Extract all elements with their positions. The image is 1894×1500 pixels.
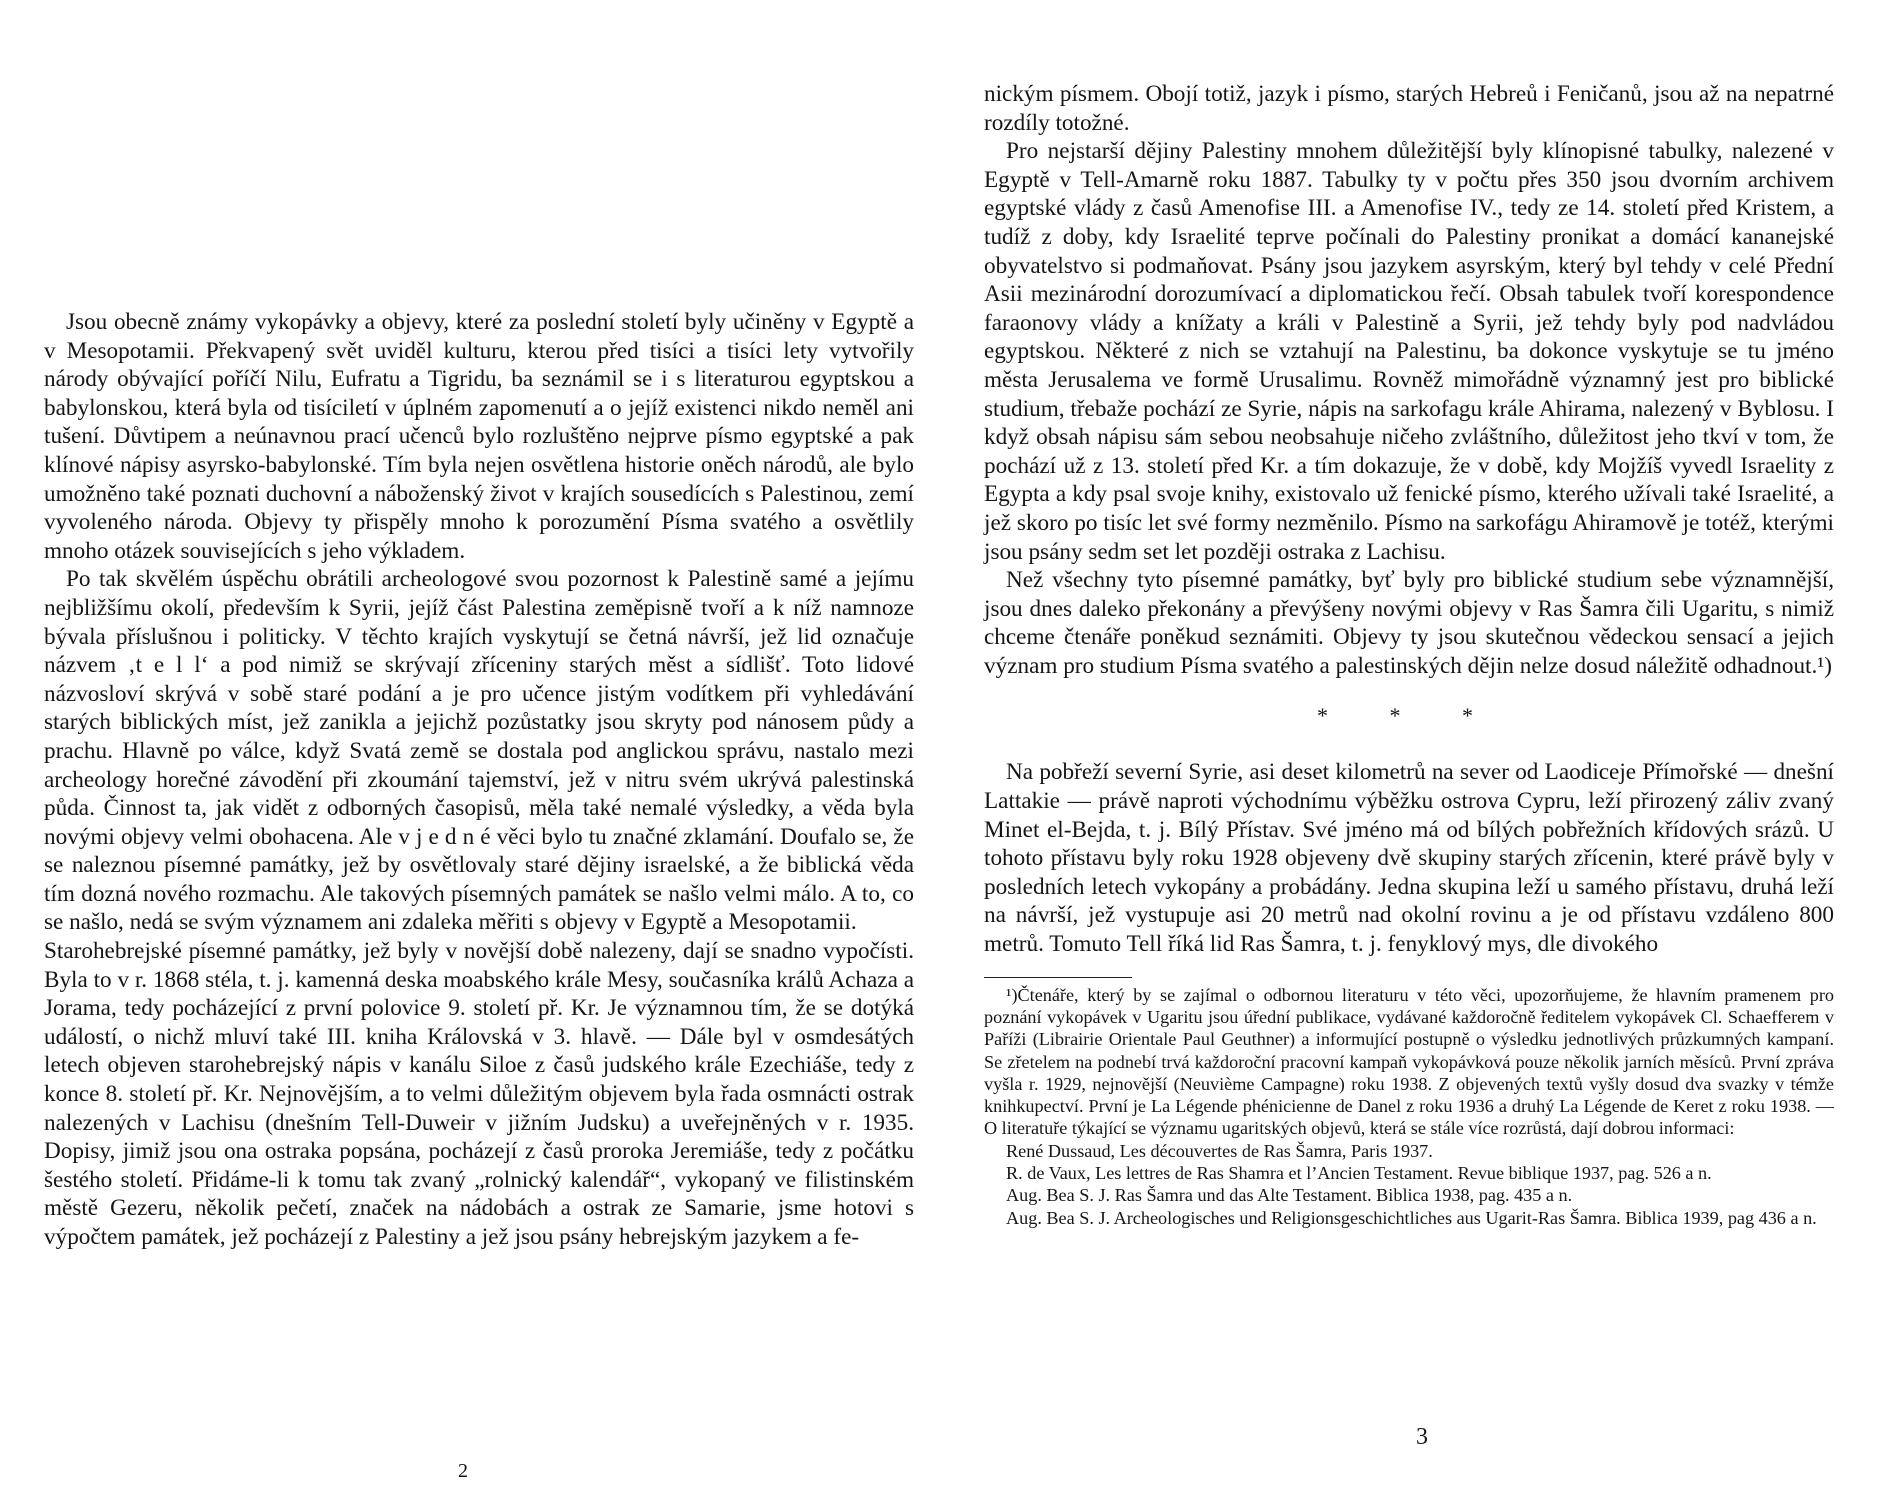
left-page-text (44, 308, 914, 1252)
paragraph-tell-amarna: Pro nejstarší dějiny Palestiny mnohem důležitější byly klínopisné tabulky, nalezené v Egyptě v Tell-Amarně roku 1887. Tabulky ty v počtu přes 350 jsou dvorním archivem egyptské vlády z časů Amenofise III. a Amenofise IV., tedy ze 14. století před Kristem, a tudíž z doby, kdy Israelité teprve počínali do Palestiny pronikat a domácí kananejské obyvatelstvo si podmaňovat. Psány jsou jazykem asyrským, který byl tehdy v celé Přední Asii mezinárodní dorozumívací a diplomatickou řečí. Obsah tabulek tvoří korespondence faraonovy vlády a knížaty a králi v Palestině a Syrii, jež tehdy byly pod nadvládou egyptskou. Některé z nich se vztahují na Palestinu, ba dokonce vyskytuje se tu jméno města Jerusalema ve formě Urusalimu. Rovněž mimořádně významný jest pro biblické studium, třebaže pochází ze Syrie, nápis na sarkofagu krále Ahirama, nalezený v Byblosu. I když obsah nápisu sám sebou neobsahuje ničeho zvláštního, důležitost jeho tkví v tom, že pochází už z 13. století před Kr. a tím dokazuje, že v době, kdy Mojžíš vyvedl Israelity z Egypta a kdy psal svoje knihy, existovalo už fenické písmo, kterého užívali také Israelité, a jež skoro po tisíc let své formy nezměnilo. Písmo na sarkofágu Ahiramově je totéž, kterými jsou psány sedm set let později ostraka z Lachisu. (984, 138, 1834, 565)
paragraph-minet-el-bejda: Na pobřeží severní Syrie, asi deset kilometrů na sever od Laodiceje Přímořské — dnešní Lattakie — právě naproti východnímu výběžku ostrova Cypru, leží přirozený záliv zvaný Minet el-Bejda, t. j. Bílý Přístav. Své jméno má od bílých pobřežních křídových srázů. U tohoto přístavu byly roku 1928 objeveny dvě skupiny starých zřícenin, které právě byly v posledních letech vykopány a probádány. Jedna skupina leží u samého přístavu, druhá leží na návrší, jež vystupuje asi 20 metrů nad okolní rovinu a je od přístavu vzdáleno 800 metrů. Tomuto Tell říká lid Ras Šamra, t. j. fenyklový mys, dle divokého (984, 759, 1834, 958)
footnote-ref-bea-1938: Aug. Bea S. J. Ras Šamra und das Alte Testament. Biblica 1938, pag. 435 a n. (1006, 1185, 1573, 1206)
left-page (44, 0, 914, 1500)
section-separator: * * * (1317, 703, 1501, 729)
paragraph-continuation: nickým písmem. Obojí totiž, jazyk i písmo, starých Hebreů i Feničanů, jsou až na nepatrné rozdíly totožné. (984, 81, 1834, 136)
right-page-text (984, 80, 1834, 1229)
footnote-1: ¹)Čtenáře, který by se zajímal o odbornou literaturu v této věci, upozorňujeme, že hlavním pramenem pro poznání vykopávek v Ugaritu jsou úřední publikace, vydávané každoročně ředitelem vykopávek Cl. Schaefferem v Paříži (Librairie Orientale Paul Geuthner) a informující postupně o výsledku jednotlivých průzkumných kampaní. Se zřetelem na podnebí trvá každoroční pracovní kampaň vykopávková pouze několik jarních měsíců. První zpráva vyšla r. 1929, nejnovější (Neuvième Campagne) roku 1938. Z objevených textů vyšly dosud dva svazky v témže knihkupectví. První je La Légende phénicienne de Danel z roku 1936 a druhý La Légende de Keret z roku 1938. — O literatuře týkající se významu ugaritských objevů, která se stále více rozrůstá, dají dobrou informaci: (984, 984, 1834, 1139)
footnote-ref-bea-1939: Aug. Bea S. J. Archeologisches und Religionsgeschichtliches aus Ugarit-Ras Šamra. Biblica 1939, pag 436 a n. (1006, 1207, 1817, 1228)
page-number-left: 2 (458, 1460, 468, 1482)
footnote-ref-vaux: R. de Vaux, Les lettres de Ras Shamra et l’Ancien Testament. Revue biblique 1937, pag. 526 a n. (1006, 1163, 1712, 1183)
paragraph-ras-samra-intro: Než všechny tyto písemné památky, byť byly pro biblické studium sebe významnější, jsou dnes daleko překonány a převýšeny novými objevy v Ras Šamra čili Ugaritu, s nimiž chceme čtenáře poněkud seznámiti. Objevy ty jsou skutečnou vědeckou sensací a jejich význam pro studium Písma svatého a palestinských dějin nelze dosud náležitě odhadnout.¹) (984, 567, 1834, 679)
footnote-rule (984, 977, 1132, 978)
footnote-ref-dussaud: René Dussaud, Les découvertes de Ras Šamra, Paris 1937. (1006, 1140, 1433, 1161)
paragraph-1: Jsou obecně známy vykopávky a objevy, které za poslední století byly učiněny v Egyptě a v Mesopotamii. Překvapený svět uviděl kulturu, kterou před tisíci a tisíci lety vytvořily národy obývající poříčí Nilu, Eufratu a Tigridu, ba seznámil se i s literaturou egyptskou a babylonskou, která byla od tisíciletí v úplném zapomenutí a o jejíž existenci nikdo neměl ani tušení. Důvtipem a neúnavnou prací učenců bylo rozluštěno nejprve písmo egyptské a pak klínové nápisy asyrsko-babylonské. Tím byla nejen osvětlena historie oněch národů, ale bylo umožněno také poznati duchovní a náboženský život v krajích sousedících s Palestinou, zemí vyvoleného národa. Objevy ty přispěly mnoho k porozumění Písma svatého a osvětlily mnoho otázek souvisejících s jeho výkladem. (44, 309, 914, 564)
right-page (984, 0, 1834, 1500)
page-number-right: 3 (1416, 1424, 1428, 1450)
paragraph-2: Po tak skvělém úspěchu obrátili archeologové svou pozornost k Palestině samé a jejímu nejbližšímu okolí, především k Syrii, jejíž část Palestina zeměpisně tvoří a k níž namnoze bývala příslušnou i politicky. V těchto krajích vyskytují se četná návrší, jež lid označuje názvem ‚t e l l‘ a pod nimiž se skrývají zříceniny starých měst a sídlišť. Toto lidové názvosloví skrývá v sobě staré podání a je pro učence jistým vodítkem při vyhledávání starých biblických míst, jež zanikla a jejichž pozůstatky jsou skryty pod nánosem půdy a prachu. Hlavně po válce, když Svatá země se dostala pod anglickou správu, nastalo mezi archeology horečné závodění při zkoumání tajemství, jež v nitru svém ukrývá palestinská půda. Činnost ta, jak vidět z odborných časopisů, měla také nemalé výsledky, a věda byla novými objevy velmi obohacena. Ale v j e d n é věci bylo tu značné zklamání. Doufalo se, že se naleznou písemné památky, jež by osvětlovaly staré dějiny israelské, a že biblická věda tím dozná nového rozmachu. Ale takových písemných památek se našlo velmi málo. A to, co se našlo, nedá se svým významem ani zdaleka měřiti s objevy v Egyptě a Mesopotamii. (44, 566, 914, 936)
paragraph-3: Starohebrejské písemné památky, jež byly v novější době nalezeny, dají se snadno vypočísti. Byla to v r. 1868 stéla, t. j. kamenná deska moabského krále Mesy, současníka králů Achaza a Jorama, tedy pocházející z první polovice 9. století př. Kr. Je významnou tím, že se dotýká událostí, o nichž mluví také III. kniha Královská v 3. hlavě. — Dále byl v osmdesátých letech objeven starohebrejský nápis v kanálu Siloe z časů judského krále Ezechiáše, tedy z konce 8. století př. Kr. Nejnovějším, a to velmi důležitým objevem byla řada osmnácti ostrak nalezených v Lachisu (dnešním Tell-Duweir v jižním Judsku) a uveřejněných v r. 1935. Dopisy, jimiž jsou ona ostraka popsána, pocházejí z časů proroka Jeremiáše, tedy z počátku šestého století. Přidáme-li k tomu tak zvaný „rolnický kalendář“, vykopaný ve filistinském městě Gezeru, několik pečetí, značek na nádobách a ostrak ze Samarie, jsme hotovi s výpočtem památek, jež pocházejí z Palestiny a jež jsou psány hebrejským jazykem a fe- (44, 938, 914, 1250)
